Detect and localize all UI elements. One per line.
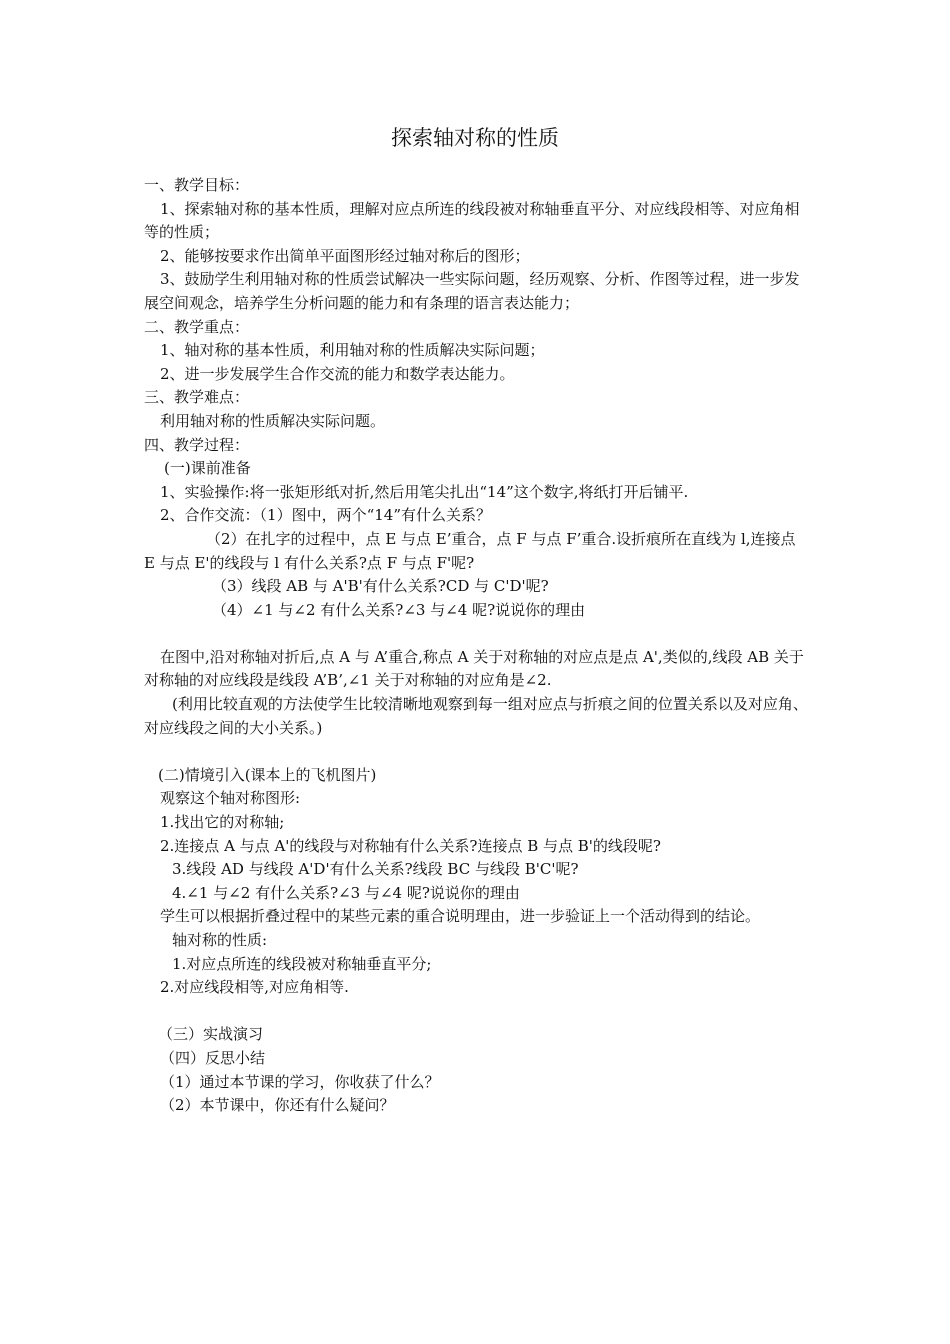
paragraph: 1、轴对称的基本性质，利用轴对称的性质解决实际问题；: [160, 341, 545, 360]
section-heading: 一、教学目标：: [144, 176, 250, 194]
blank-line: [144, 1000, 810, 1024]
paragraph: （2）本节课中，你还有什么疑问？: [160, 1096, 395, 1115]
subsection-heading: (二)情境引入(课本上的飞机图片): [158, 765, 377, 784]
paragraph: 2.对应线段相等,对应角相等.: [160, 978, 349, 997]
subsection-heading: （四）反思小结: [160, 1048, 266, 1067]
paragraph: （4）∠1 与∠2 有什么关系?∠3 与∠4 呢?说说你的理由: [212, 600, 586, 619]
section-heading: 四、教学过程：: [144, 435, 250, 454]
paragraph: 2、进一步发展学生合作交流的能力和数学表达能力。: [160, 364, 515, 383]
subsection-heading: （三）实战演习: [158, 1025, 264, 1044]
subsection-heading: (一)课前准备: [164, 459, 251, 478]
paragraph: （3）线段 AB 与 A'B'有什么关系?CD 与 C'D'呢?: [212, 577, 549, 596]
paragraph: （1）通过本节课的学习，你收获了什么？: [160, 1072, 440, 1091]
paragraph: （2）在扎字的过程中，点 E 与点 E’重合，点 F 与点 F’重合.设折痕所在直线为 l,连接点 E 与点 E'的线段与 l 有什么关系?点 F 与点 F'呢?: [144, 529, 796, 572]
document-title: 探索轴对称的性质: [391, 126, 559, 150]
paragraph: 1.找出它的对称轴;: [160, 813, 285, 832]
paragraph: 2.连接点 A 与点 A'的线段与对称轴有什么关系?连接点 B 与点 B'的线段呢?: [160, 836, 661, 855]
paragraph: 1、探索轴对称的基本性质，理解对应点所连的线段被对称轴垂直平分、对应线段相等、对应角相等的性质；: [144, 199, 800, 242]
paragraph: 3.线段 AD 与线段 A'D'有什么关系?线段 BC 与线段 B'C'呢?: [172, 860, 579, 879]
paragraph: 在图中,沿对称轴对折后,点 A 与 A’重合,称点 A 关于对称轴的对应点是点 A',类似的,线段 AB 关于对称轴的对应线段是线段 A’B’,∠1 关于对称轴的对应角是∠2.: [144, 647, 804, 690]
paragraph: 学生可以根据折叠过程中的某些元素的重合说明理由，进一步验证上一个活动得到的结论。: [160, 907, 761, 926]
document-body: [144, 174, 810, 1118]
section-heading: 二、教学重点：: [144, 317, 250, 336]
paragraph: 2、能够按要求作出简单平面图形经过轴对称后的图形；: [160, 246, 530, 265]
paragraph: 轴对称的性质:: [172, 931, 268, 949]
paragraph: 4.∠1 与∠2 有什么关系?∠3 与∠4 呢?说说你的理由: [172, 883, 520, 902]
blank-line: [144, 622, 810, 646]
paragraph: 1、实验操作:将一张矩形纸对折,然后用笔尖扎出“14”这个数字,将纸打开后铺平.: [160, 482, 689, 501]
paragraph: 3、鼓励学生利用轴对称的性质尝试解决一些实际问题，经历观察、分析、作图等过程，进一步发展空间观念，培养学生分析问题的能力和有条理的语言表达能力；: [144, 270, 800, 312]
paragraph: 2、合作交流：（1）图中，两个“14”有什么关系？: [160, 506, 492, 525]
section-heading: 三、教学难点：: [144, 388, 250, 407]
paragraph: (利用比较直观的方法使学生比较清晰地观察到每一组对应点与折痕之间的位置关系以及对应角、对应线段之间的大小关系。): [144, 695, 808, 737]
paragraph: 1.对应点所连的线段被对称轴垂直平分;: [172, 954, 432, 973]
paragraph: 利用轴对称的性质解决实际问题。: [160, 411, 386, 430]
paragraph: 观察这个轴对称图形:: [160, 789, 301, 808]
blank-line: [144, 740, 810, 764]
